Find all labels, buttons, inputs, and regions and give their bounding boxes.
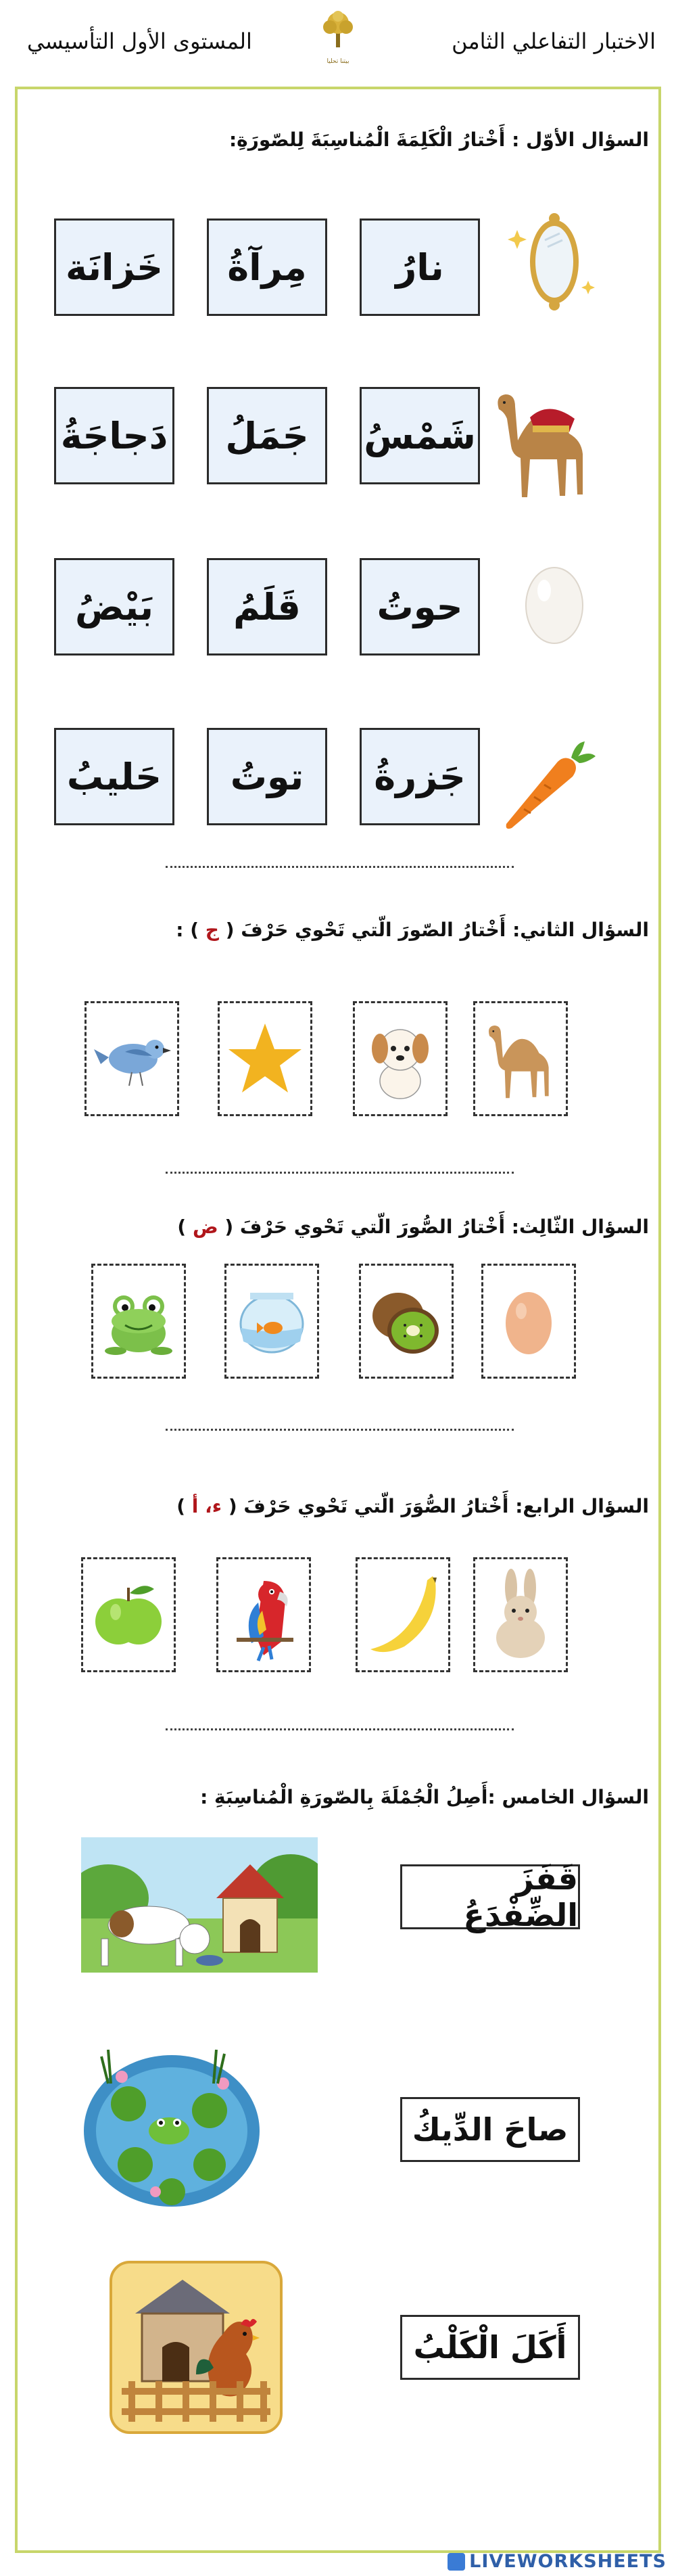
dog-eating-scene[interactable]	[81, 1837, 318, 1973]
question-3-letter: ض	[192, 1216, 218, 1238]
word-option[interactable]: جَزرةُ	[360, 728, 480, 825]
word-option[interactable]: خَزانَة	[54, 218, 174, 316]
question-4-letter: ء، أ	[191, 1495, 222, 1517]
question-5-title: السؤال الخامس :أَصِلُ الْجُمْلَةَ بِالصّورَةِ الْمُناسِبَةِ :	[200, 1786, 649, 1808]
question-2-title	[176, 919, 649, 941]
apple-icon[interactable]	[81, 1557, 176, 1672]
footer-branding	[448, 2551, 667, 2572]
question-2-prefix: السؤال الثاني: أَخْتارُ الصّورَ الّتي تَحْوي حَرْفَ (	[225, 919, 649, 941]
mirror-icon	[500, 206, 602, 315]
puppy-icon[interactable]	[353, 1001, 448, 1116]
question-3-title	[177, 1216, 649, 1238]
word-option[interactable]: حَليبُ	[54, 728, 174, 825]
bird-icon[interactable]	[84, 1001, 179, 1116]
egg-icon[interactable]	[481, 1264, 576, 1379]
word-option[interactable]: بَيْضُ	[54, 558, 174, 656]
camel-icon[interactable]	[473, 1001, 568, 1116]
word-option[interactable]: حوتُ	[360, 558, 480, 656]
question-2-letter: ج	[205, 919, 219, 941]
question-3-prefix: السؤال الثّالِث: أَخْتارُ الصُّورَ الّتي تَحْوي حَرْفَ (	[224, 1216, 649, 1238]
camel-icon	[485, 382, 600, 501]
liveworksheets-logo-icon	[448, 2553, 465, 2571]
word-option[interactable]: جَمَلُ	[207, 387, 327, 484]
sentence-option[interactable]: قَفَزَ الضِّفْدَعُ	[400, 1864, 580, 1929]
school-logo	[311, 7, 365, 65]
word-option[interactable]: قَلَمُ	[207, 558, 327, 656]
question-4-suffix: )	[176, 1495, 186, 1517]
word-option[interactable]: مِرآةُ	[207, 218, 327, 316]
kiwi-icon[interactable]	[359, 1264, 454, 1379]
star-icon[interactable]	[218, 1001, 312, 1116]
logo-caption: بيتنا تحليا	[327, 58, 349, 65]
section-divider	[166, 1429, 514, 1431]
carrot-icon	[497, 737, 598, 832]
word-option[interactable]: شَمْسُ	[360, 387, 480, 484]
question-4-title	[176, 1495, 649, 1517]
parrot-icon[interactable]	[216, 1557, 311, 1672]
fishbowl-icon[interactable]	[224, 1264, 319, 1379]
question-1-title: السؤال الأوّل : أَخْتارُ الْكَلِمَةَ الْمُناسِبَةَ لِلصّورَةِ:	[228, 129, 649, 151]
question-4-prefix: السؤال الرابع: أَخْتارُ الصُّوَرَ الّتي تَحْوي حَرْفَ (	[228, 1495, 649, 1517]
footer-brand: LIVEWORKSHEETS	[469, 2551, 667, 2572]
section-divider	[166, 866, 514, 868]
question-2-suffix: ) :	[176, 919, 199, 941]
frog-icon[interactable]	[91, 1264, 186, 1379]
word-option[interactable]: نارُ	[360, 218, 480, 316]
rabbit-icon[interactable]	[473, 1557, 568, 1672]
sentence-option[interactable]: أَكَلَ الْكَلْبُ	[400, 2315, 580, 2380]
level-label: المستوى الأول التأسيسي	[27, 28, 252, 54]
word-option[interactable]: دَجاجَةُ	[54, 387, 174, 484]
section-divider	[166, 1728, 514, 1730]
rooster-coop-scene[interactable]	[108, 2259, 284, 2435]
sentence-option[interactable]: صاحَ الدِّيكُ	[400, 2097, 580, 2162]
question-3-suffix: )	[177, 1216, 187, 1238]
frog-pond-scene[interactable]	[81, 2029, 262, 2219]
word-option[interactable]: توتُ	[207, 728, 327, 825]
worksheet-title: الاختبار التفاعلي الثامن	[452, 28, 656, 54]
banana-icon[interactable]	[356, 1557, 450, 1672]
egg-icon	[517, 558, 592, 649]
section-divider	[166, 1172, 514, 1174]
